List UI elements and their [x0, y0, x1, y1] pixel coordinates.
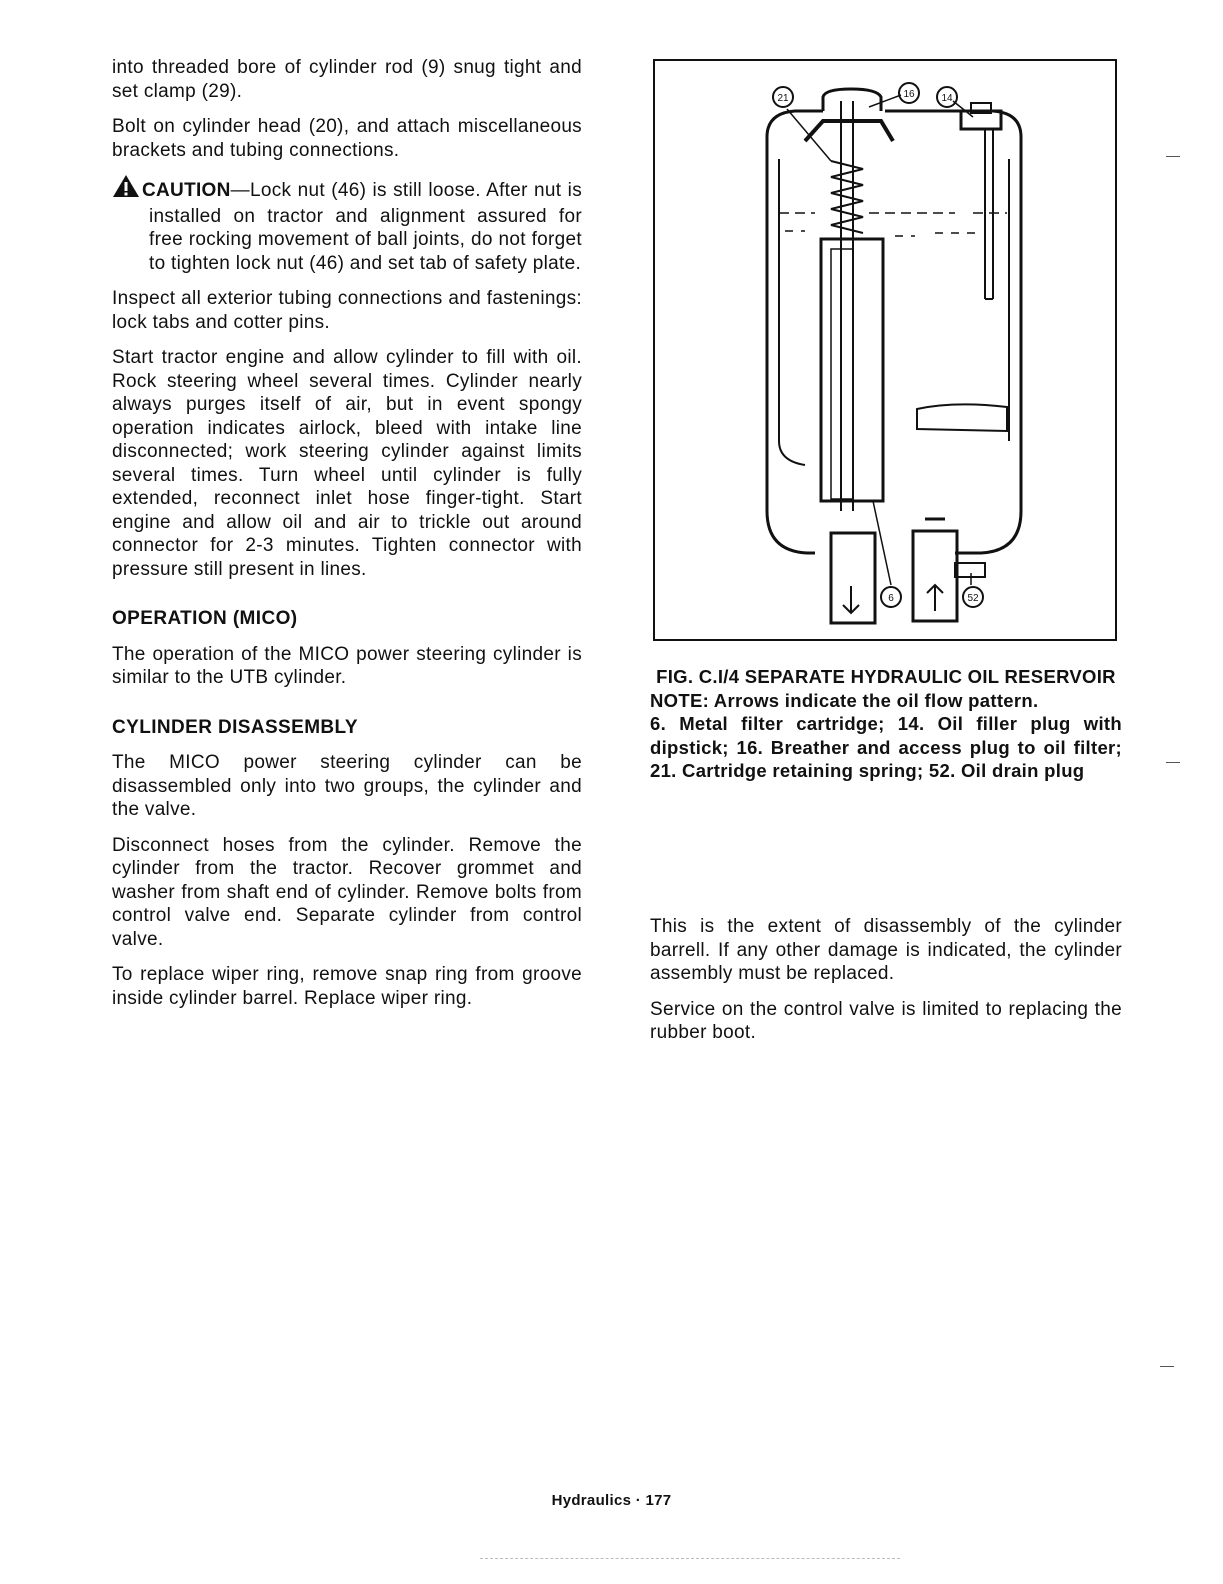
- left-column: [112, 56, 582, 1022]
- retaining-spring: [831, 161, 863, 233]
- caption-title: FIG. C.I/4 SEPARATE HYDRAULIC OIL RESERVOIR: [656, 666, 1116, 687]
- reservoir-diagram: [655, 61, 1115, 639]
- figure-caption: [650, 665, 1122, 783]
- scan-mark: [1160, 1366, 1174, 1367]
- tank-left-wall: [767, 137, 815, 553]
- scan-mark: [1166, 762, 1180, 763]
- caption-note: NOTE: Arrows indicate the oil flow pattern.: [650, 689, 1039, 711]
- callout-label-16: 16: [903, 89, 915, 100]
- warning-icon: [112, 174, 142, 205]
- caution-label: CAUTION: [142, 180, 231, 201]
- bottom-rule: [480, 1558, 900, 1559]
- callout-label-52: 52: [967, 593, 979, 604]
- drain-plug: [955, 563, 985, 577]
- paragraph-cylinder-head: Bolt on cylinder head (20), and attach miscellaneous brackets and tubing connections.: [112, 116, 582, 161]
- callout-label-6: 6: [888, 593, 894, 604]
- paragraph-groups: The MICO power steering cylinder can be disassembled only into two groups, the cylinder and the valve.: [112, 752, 582, 820]
- scan-mark: [1166, 156, 1180, 157]
- callout-label-14: 14: [941, 93, 953, 104]
- paragraph-disconnect: Disconnect hoses from the cylinder. Remove the cylinder from the tractor. Recover grommet and washer from shaft end of cylinder. Remove bolts from control valve end. Separate cylinder from control valve.: [112, 834, 582, 950]
- callout-label-21: 21: [777, 93, 789, 104]
- paragraph-clamp: into threaded bore of cylinder rod (9) snug tight and set clamp (29).: [112, 57, 582, 102]
- paragraph-wiper-ring: To replace wiper ring, remove snap ring from groove inside cylinder barrel. Replace wiper ring.: [112, 964, 582, 1009]
- caution-text: —Lock nut (46) is still loose. After nut is installed on tractor and alignment assured for free rocking movement of ball joints, do not forget to tighten lock nut (46) and set tab of safety plate.: [149, 180, 582, 274]
- caution-block: [112, 174, 582, 275]
- heading-disassembly: CYLINDER DISASSEMBLY: [112, 716, 358, 738]
- heading-operation: OPERATION (MICO): [112, 608, 298, 629]
- paragraph-extent: This is the extent of disassembly of the cylinder barrell. If any other damage is indicated, the cylinder assembly must be replaced.: [650, 916, 1122, 984]
- paragraph-operation: The operation of the MICO power steering cylinder is similar to the UTB cylinder.: [112, 643, 582, 688]
- paragraph-control-valve: Service on the control valve is limited to replacing the rubber boot.: [650, 998, 1122, 1043]
- page-footer: Hydraulics · 177: [551, 1492, 672, 1509]
- caption-legend: 6. Metal filter cartridge; 14. Oil filler plug with dipstick; 16. Breather and access plug to oil filter; 21. Cartridge retaining spring; 52. Oil drain plug: [650, 713, 1122, 781]
- right-column: [650, 915, 1122, 1057]
- tank-right-wall: [955, 137, 1021, 553]
- figure-frame: [653, 59, 1117, 641]
- paragraph-inspect: Inspect all exterior tubing connections and fastenings: lock tabs and cotter pins.: [112, 288, 582, 333]
- outlet-port: [831, 533, 875, 623]
- paragraph-start-engine: Start tractor engine and allow cylinder to fill with oil. Rock steering wheel several times. Cylinder nearly always purges itself of air, but in event spongy operation indicates airlock, bleed with intake line disconnected; work steering cylinder against limits several times. Turn wheel until cylinder is fully extended, reconnect inlet hose finger-tight. Start engine and allow oil and air to trickle out around connector for 2-3 minutes. Tighten connector with pressure still present in lines.: [112, 347, 582, 580]
